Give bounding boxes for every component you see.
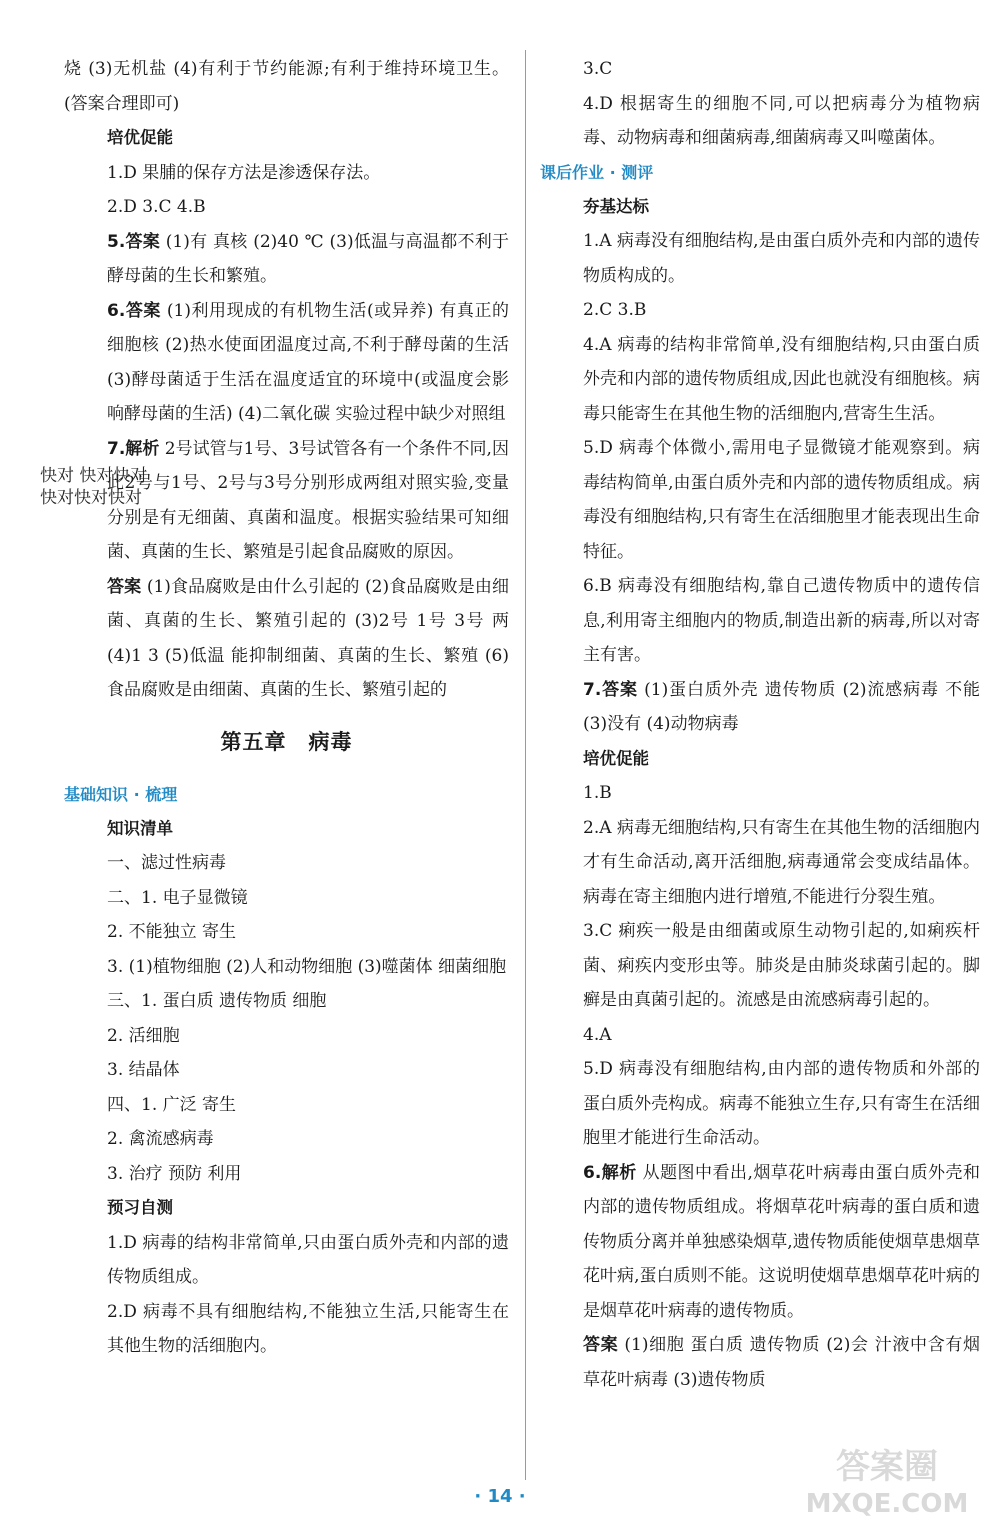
watermark-line1: 答案圈 — [836, 1447, 938, 1487]
answer-text: (1)有 真核 (2)40 ℃ (3)低温与高温都不利于酵母菌的生长和繁殖。 — [107, 231, 509, 286]
answer-item: 1.D 病毒的结构非常简单,只由蛋白质外壳和内部的遗传物质组成。 — [107, 1232, 509, 1287]
subheading: 夯基达标 — [583, 196, 649, 216]
chapter-name: 病毒 — [308, 729, 353, 754]
answer-item: 2.C 3.B — [583, 300, 647, 320]
analysis-label: 7.解析 — [107, 438, 160, 459]
left-column — [64, 52, 509, 1364]
answer-text: (1)细胞 蛋白质 遗传物质 (2)会 汁液中含有烟草花叶病毒 (3)遗传物质 — [583, 1335, 981, 1390]
list-item: 二、1. 电子显微镜 — [107, 887, 248, 908]
answer-label: 答案 — [107, 576, 142, 597]
list-item: 2. 禽流感病毒 — [107, 1129, 214, 1149]
subheading: 预习自测 — [107, 1198, 173, 1217]
answer-item — [540, 1328, 980, 1397]
list-item: 2. 不能独立 寄生 — [107, 922, 237, 942]
answer-label: 5.答案 — [107, 231, 161, 252]
overlay-text: 快对 快对快对 — [40, 466, 148, 486]
answer-item: 2.D 病毒不具有细胞结构,不能独立生活,只能寄生在其他生物的活细胞内。 — [107, 1301, 509, 1356]
list-item: 一、滤过性病毒 — [107, 853, 226, 873]
list-item: 3. 治疗 预防 利用 — [107, 1163, 242, 1184]
answer-item — [64, 294, 509, 432]
list-item: 2. 活细胞 — [107, 1025, 180, 1046]
column-divider — [525, 50, 526, 1480]
answer-item: 1.D 果脯的保存方法是渗透保存法。 — [107, 162, 381, 183]
paragraph: 烧 (3)无机盐 (4)有利于节约能源;有利于维持环境卫生。(答案合理即可) — [64, 59, 509, 114]
answer-item — [64, 570, 509, 708]
section-heading: 基础知识 · 梳理 — [64, 784, 178, 804]
answer-item: 5.D 病毒没有细胞结构,由内部的遗传物质和外部的蛋白质外壳构成。病毒不能独立生存,只有寄生在活细胞里才能进行生命活动。 — [583, 1059, 980, 1148]
answer-item: 1.B — [583, 783, 612, 803]
analysis-text: 2号试管与1号、3号试管各有一个条件不同,因此2号与1号、2号与3号分别形成两组对照实验,变量分别是有无细菌、真菌和温度。根据实验结果可知细菌、真菌的生长、繁殖是引起食品腐败的原因。 — [107, 438, 509, 562]
list-item: 3. (1)植物细胞 (2)人和动物细胞 (3)噬菌体 细菌细胞 — [107, 956, 507, 977]
subheading: 培优促能 — [583, 748, 649, 768]
watermark-logo — [792, 1438, 982, 1520]
answer-label: 7.答案 — [583, 679, 638, 700]
list-item: 四、1. 广泛 寄生 — [107, 1094, 237, 1115]
answer-item — [540, 1156, 980, 1329]
answer-item: 5.D 病毒个体微小,需用电子显微镜才能观察到。病毒结构简单,由蛋白质外壳和内部的遗传物质组成。病毒没有细胞结构,只有寄生在活细胞里才能表现出生命特征。 — [583, 438, 980, 562]
overlay-text: 快对快对快对 — [40, 488, 142, 508]
list-item: 三、1. 蛋白质 遗传物质 细胞 — [107, 991, 327, 1011]
chapter-number: 第五章 — [220, 729, 287, 754]
answer-item: 2.D 3.C 4.B — [107, 197, 206, 217]
subheading: 培优促能 — [107, 128, 173, 147]
answer-item: 3.C 痢疾一般是由细菌或原生动物引起的,如痢疾杆菌、痢疾内变形虫等。肺炎是由肺炎球菌引起的。脚癣是由真菌引起的。流感是由流感病毒引起的。 — [583, 921, 980, 1010]
watermark-line2: MXQE.COM — [805, 1489, 969, 1519]
answer-item: 4.A — [583, 1024, 612, 1045]
list-item: 3. 结晶体 — [107, 1060, 180, 1080]
answer-item: 6.B 病毒没有细胞结构,靠自己遗传物质中的遗传信息,利用寄主细胞内的物质,制造出新的病毒,所以对寄主有害。 — [583, 576, 980, 665]
answer-text: (1)利用现成的有机物生活(或异养) 有真正的细胞核 (2)热水使面团温度过高,不利于酵母菌的生活 (3)酵母菌适于生活在温度适宜的环境中(或温度会影响酵母菌的生活) (4)二氧化碳 实验过程中缺少对照组 — [107, 300, 510, 424]
chapter-title — [64, 722, 509, 762]
analysis-text: 从题图中看出,烟草花叶病毒由蛋白质外壳和内部的遗传物质组成。将烟草花叶病毒的蛋白质和遗传物质分离并单独感染烟草,遗传物质能使烟草患烟草花叶病,蛋白质则不能。这说明使烟草患烟草花叶病的是烟草花叶病毒的遗传物质。 — [583, 1162, 981, 1321]
answer-label: 答案 — [583, 1335, 619, 1355]
answer-item: 4.D 根据寄生的细胞不同,可以把病毒分为植物病毒、动物病毒和细菌病毒,细菌病毒又叫噬菌体。 — [583, 93, 980, 148]
answer-item — [64, 225, 509, 294]
answer-item: 1.A 病毒没有细胞结构,是由蛋白质外壳和内部的遗传物质构成的。 — [583, 231, 980, 286]
answer-text: (1)蛋白质外壳 遗传物质 (2)流感病毒 不能 (3)没有 (4)动物病毒 — [583, 679, 981, 734]
answer-item: 3.C — [583, 59, 613, 79]
page-number: · 14 · — [474, 1486, 526, 1507]
section-heading: 课后作业 · 测评 — [540, 162, 654, 182]
answer-item: 2.A 病毒无细胞结构,只有寄生在其他生物的活细胞内才有生命活动,离开活细胞,病毒通常会变成结晶体。病毒在寄主细胞内进行增殖,不能进行分裂生殖。 — [583, 817, 980, 907]
answer-item: 4.A 病毒的结构非常简单,没有细胞结构,只由蛋白质外壳和内部的遗传物质组成,因此也就没有细胞核。病毒只能寄生在其他生物的活细胞内,营寄生生活。 — [583, 334, 980, 424]
right-column — [540, 52, 980, 1397]
answer-label: 6.答案 — [107, 300, 161, 321]
answer-item — [540, 673, 980, 742]
answer-text: (1)食品腐败是由什么引起的 (2)食品腐败是由细菌、真菌的生长、繁殖引起的 (3)2号 1号 3号 两 (4)1 3 (5)低温 能抑制细菌、真菌的生长、繁殖 (6)食品腐败是由细菌、真菌的生长、繁殖引起的 — [107, 576, 509, 700]
analysis-label: 6.解析 — [583, 1162, 637, 1183]
subheading: 知识清单 — [107, 818, 173, 838]
